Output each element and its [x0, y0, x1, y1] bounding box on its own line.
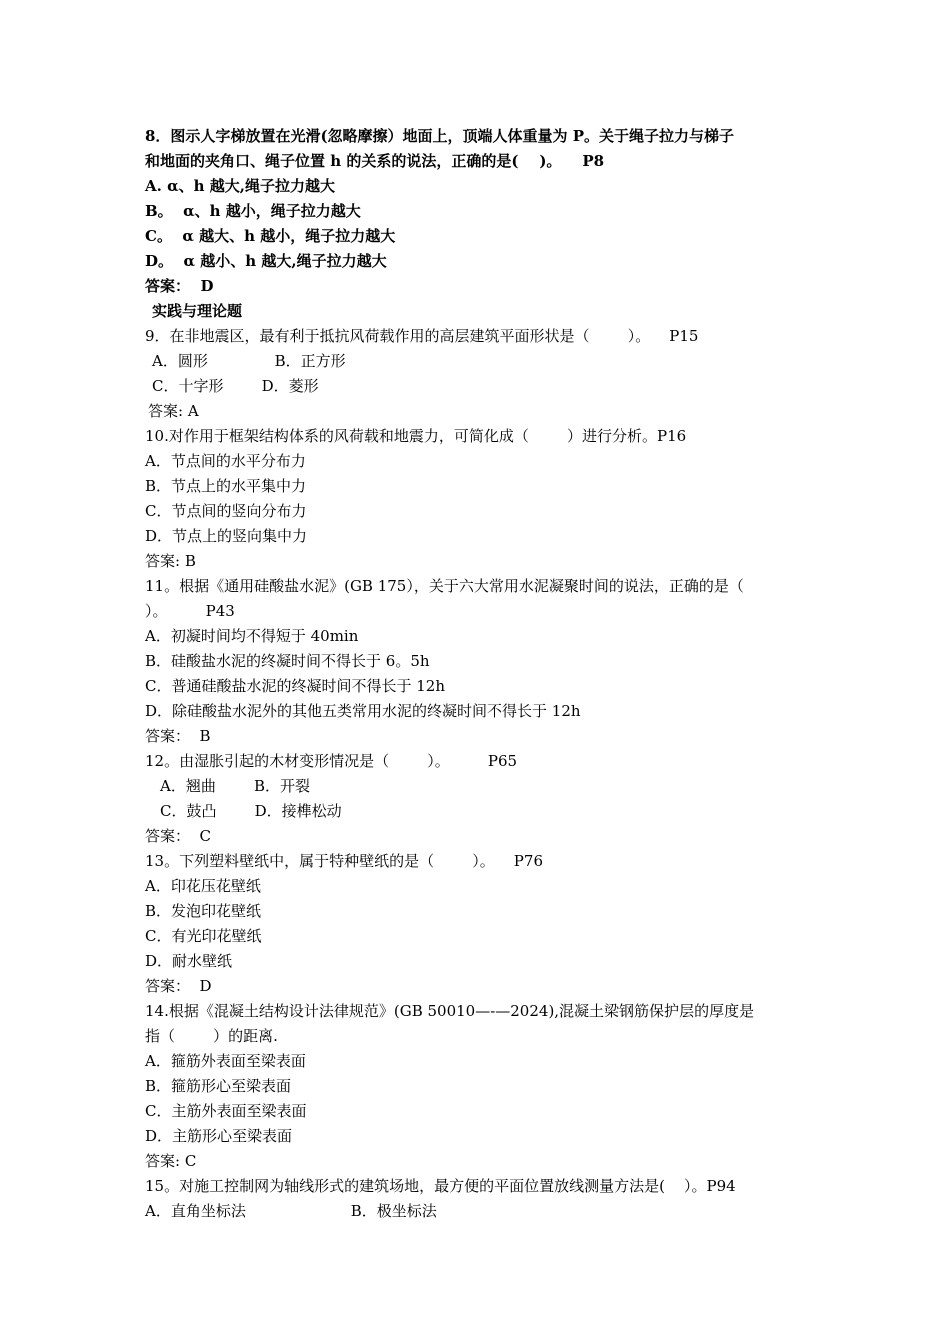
q12-stem: 12。由湿胀引起的木材变形情况是（ ）。 P65: [145, 752, 518, 770]
q14-stem-line1: 14.根据《混凝土结构设计法律规范》(GB 50010—-—2024),混凝土梁钢筋保护层的厚度是: [145, 1002, 755, 1020]
q8-option-d: D。 α 越小、h 越大,绳子拉力越大: [145, 252, 387, 270]
q12-options-row2: C．鼓凸 D．接榫松动: [160, 802, 342, 820]
q12-answer: 答案： C: [145, 827, 212, 845]
q14-option-b: B．箍筋形心至梁表面: [145, 1077, 292, 1095]
q9-options-row2: C．十字形 D．菱形: [152, 377, 319, 395]
q11-option-d: D．除硅酸盐水泥外的其他五类常用水泥的终凝时间不得长于 12h: [145, 702, 581, 720]
q8-option-c: C。 α 越大、h 越小，绳子拉力越大: [145, 227, 396, 245]
q10-option-b: B．节点上的水平集中力: [145, 477, 307, 495]
q10-option-c: C．节点间的竖向分布力: [145, 502, 307, 520]
q13-option-d: D．耐水壁纸: [145, 952, 233, 970]
q14-answer: 答案: C: [145, 1152, 197, 1170]
q9-options-row1: A．圆形 B．正方形: [152, 352, 346, 370]
q11-answer: 答案： B: [145, 727, 211, 745]
q14-option-c: C．主筋外表面至梁表面: [145, 1102, 307, 1120]
q9-stem: 9．在非地震区，最有利于抵抗风荷载作用的高层建筑平面形状是（ ）。 P15: [145, 327, 699, 345]
q10-option-a: A．节点间的水平分布力: [145, 452, 306, 470]
q14-option-a: A．箍筋外表面至梁表面: [145, 1052, 306, 1070]
q13-option-a: A．印花压花壁纸: [145, 877, 261, 895]
q8-option-a: A. α、h 越大,绳子拉力越大: [145, 177, 335, 195]
q13-option-c: C．有光印花壁纸: [145, 927, 262, 945]
q11-option-a: A．初凝时间均不得短于 40min: [145, 627, 359, 645]
q8-stem-line1: 8．图示人字梯放置在光滑(忽略摩擦）地面上，顶端人体重量为 P。关于绳子拉力与梯子: [145, 127, 735, 145]
q14-stem-line2: 指（ ）的距离.: [145, 1027, 278, 1045]
q15-stem: 15。对施工控制网为轴线形式的建筑场地，最方便的平面位置放线测量方法是( ）。P94: [145, 1177, 736, 1195]
document-body: [145, 124, 810, 1224]
q10-stem: 10.对作用于框架结构体系的风荷载和地震力，可简化成（ ）进行分析。P16: [145, 427, 687, 445]
q14-option-d: D．主筋形心至梁表面: [145, 1127, 293, 1145]
q11-option-c: C．普通硅酸盐水泥的终凝时间不得长于 12h: [145, 677, 445, 695]
q11-stem-line2: ）。 P43: [145, 602, 235, 620]
q13-answer: 答案： D: [145, 977, 212, 995]
q12-options-row1: A．翘曲 B．开裂: [160, 777, 311, 795]
q8-stem-line2: 和地面的夹角口、绳子位置 h 的关系的说法，正确的是( )。 P8: [145, 152, 605, 170]
section-heading: 实践与理论题: [152, 302, 243, 320]
q10-answer: 答案: B: [145, 552, 196, 570]
q8-answer: 答案： D: [145, 277, 214, 295]
q11-stem-line1: 11。根据《通用硅酸盐水泥》(GB 175），关于六大常用水泥凝聚时间的说法，正确的是（: [145, 577, 744, 595]
q11-option-b: B．硅酸盐水泥的终凝时间不得长于 6。5h: [145, 652, 430, 670]
q9-answer: 答案: A: [148, 402, 199, 420]
q15-options-row1: A．直角坐标法 B．极坐标法: [145, 1202, 437, 1220]
q13-stem: 13。下列塑料壁纸中，属于特种壁纸的是（ ）。 P76: [145, 852, 543, 870]
q10-option-d: D．节点上的竖向集中力: [145, 527, 308, 545]
q13-option-b: B．发泡印花壁纸: [145, 902, 262, 920]
q8-option-b: B。 α、h 越小，绳子拉力越大: [145, 202, 361, 220]
